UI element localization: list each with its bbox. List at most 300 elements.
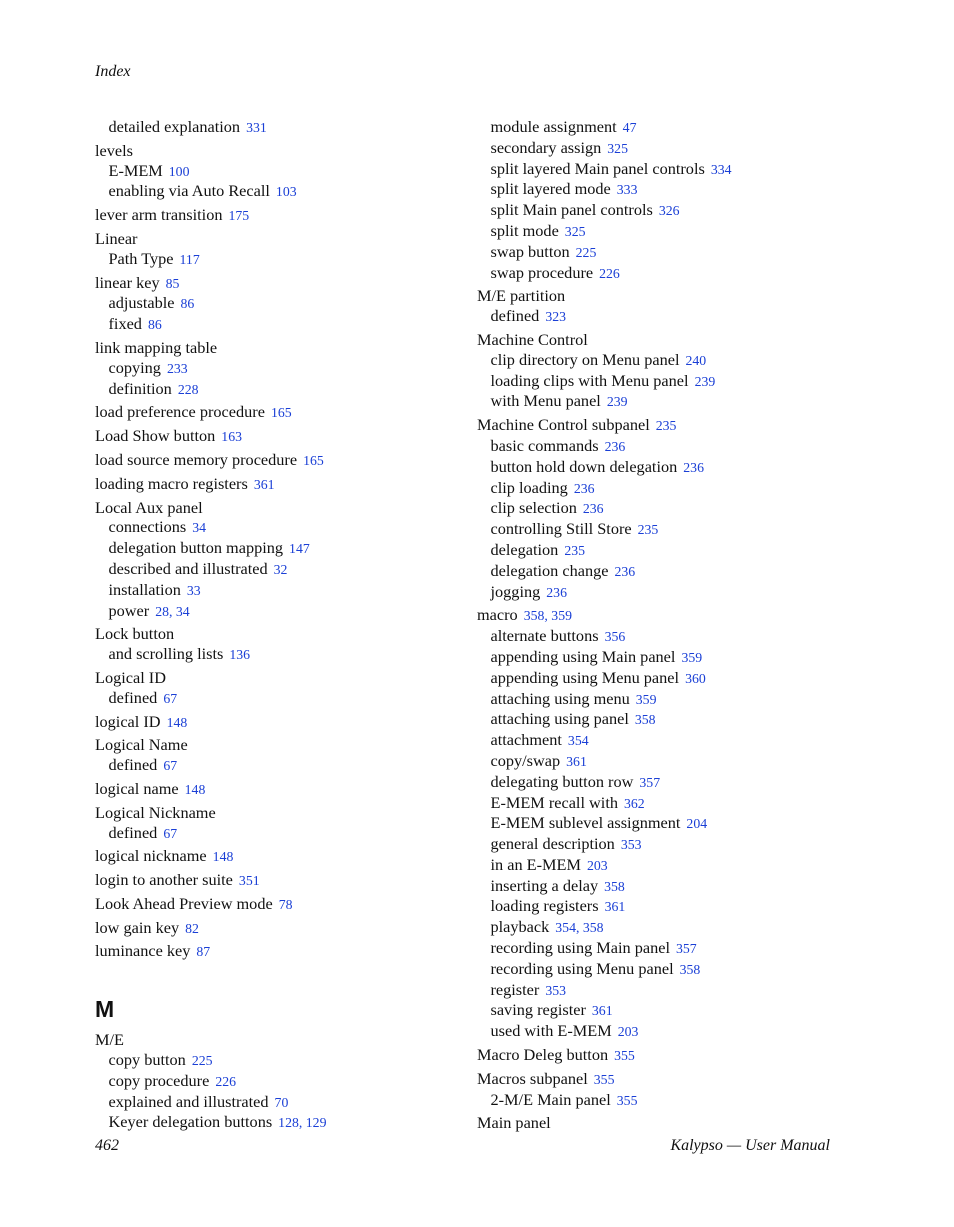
- page-references: [604, 879, 625, 894]
- page-link[interactable]: 148: [184, 781, 206, 797]
- page-link[interactable]: 148: [212, 849, 234, 865]
- page-link[interactable]: 326: [658, 203, 680, 219]
- page-references: [565, 224, 586, 239]
- page-references: [545, 983, 566, 998]
- page-link[interactable]: 86: [147, 317, 162, 333]
- index-subentry-term: general description: [490, 834, 615, 854]
- page-references: [605, 629, 626, 644]
- page-link[interactable]: 361: [604, 899, 626, 915]
- index-subentry: [477, 689, 847, 710]
- page-references: [180, 252, 200, 267]
- page-references: [638, 522, 659, 537]
- page-references: [278, 1115, 326, 1130]
- page-references: [636, 692, 657, 707]
- index-subentry: [477, 834, 847, 855]
- page-references: [574, 481, 595, 496]
- page-link[interactable]: 356: [604, 629, 626, 645]
- index-term: [95, 474, 465, 495]
- index-term-term: load source memory procedure: [95, 449, 298, 469]
- page-references: [583, 501, 604, 516]
- page-link[interactable]: 323: [545, 309, 567, 325]
- page-link[interactable]: 361: [253, 476, 275, 492]
- index-subentry-term: appending using Main panel: [490, 646, 676, 666]
- page-references: [163, 758, 177, 773]
- page-link[interactable]: 165: [270, 405, 292, 421]
- index-term: [95, 1030, 465, 1050]
- page-link[interactable]: 148: [166, 714, 188, 730]
- index-subentry: [95, 1112, 465, 1133]
- index-subentry: [477, 793, 847, 814]
- index-subentry: [477, 350, 847, 371]
- page-link[interactable]: 240: [685, 352, 707, 368]
- page-references: [618, 1024, 639, 1039]
- page-link[interactable]: 70: [274, 1094, 289, 1110]
- index-subentry: [477, 540, 847, 561]
- index-term-term: Linear: [95, 228, 138, 248]
- index-subentry: [477, 263, 847, 284]
- index-subentry-term: swap procedure: [490, 262, 594, 282]
- index-subentry: [477, 221, 847, 242]
- page-link[interactable]: 136: [229, 647, 251, 663]
- page-references: [614, 564, 635, 579]
- index-subentry-term: 2-M/E Main panel: [490, 1089, 611, 1109]
- index-term-term: macro: [477, 605, 518, 625]
- index-entry: [477, 415, 847, 602]
- index-entry: [95, 668, 465, 709]
- index-term: [95, 668, 465, 688]
- page-references: [599, 266, 620, 281]
- index-term: [95, 338, 465, 358]
- index-term-term: Machine Control: [477, 329, 588, 349]
- index-subentry-term: in an E-MEM: [490, 854, 581, 874]
- section-letter: M: [95, 996, 115, 1023]
- index-subentry: [477, 980, 847, 1001]
- index-subentry-term: split layered Main panel controls: [490, 158, 705, 178]
- index-subentry: [95, 181, 465, 202]
- page-link[interactable]: 225: [575, 244, 597, 260]
- index-entry: [95, 894, 465, 915]
- page-link[interactable]: 228: [177, 381, 199, 397]
- index-subentry: [477, 709, 847, 730]
- page-references: [594, 1072, 615, 1087]
- page-link[interactable]: 357: [639, 774, 661, 790]
- index-term: [95, 918, 465, 939]
- index-entry: [95, 735, 465, 776]
- page-link[interactable]: 361: [566, 753, 587, 769]
- page-link[interactable]: 117: [179, 251, 200, 267]
- page-link[interactable]: 82: [185, 920, 199, 936]
- page-link[interactable]: 236: [614, 563, 636, 579]
- index-term: [477, 286, 847, 306]
- page-link[interactable]: 103: [275, 184, 297, 200]
- page-references: [254, 477, 275, 492]
- page-references: [163, 691, 177, 706]
- index-entry: [95, 474, 465, 495]
- page-references: [239, 873, 260, 888]
- page-link[interactable]: 239: [606, 394, 628, 410]
- page-references: [166, 276, 180, 291]
- page-references: [289, 541, 310, 556]
- index-term-term: login to another suite: [95, 870, 233, 890]
- index-entry: [477, 1045, 847, 1066]
- index-subentry-term: inserting a delay: [490, 875, 599, 895]
- page-references: [155, 604, 190, 619]
- index-subentry: [477, 1090, 847, 1111]
- index-term-term: M/E: [95, 1030, 124, 1050]
- index-subentry-term: split Main panel controls: [490, 200, 653, 220]
- index-subentry-term: defined: [490, 306, 540, 326]
- index-subentry: [95, 644, 465, 665]
- page-references: [607, 394, 628, 409]
- page-link[interactable]: 235: [655, 418, 677, 434]
- index-subentry: [477, 117, 847, 138]
- index-subentry-term: fixed: [108, 314, 142, 334]
- index-subentry: [477, 959, 847, 980]
- running-header: Index: [95, 63, 131, 80]
- index-subentry: [95, 517, 465, 538]
- page-link[interactable]: 358: [634, 712, 656, 728]
- index-subentry: [477, 1000, 847, 1021]
- page-link[interactable]: 34: [192, 520, 207, 536]
- index-subentry-term: loading clips with Menu panel: [490, 370, 689, 390]
- index-subentry-term: definition: [108, 378, 172, 398]
- index-term: [95, 402, 465, 423]
- index-subentry-term: power: [108, 600, 150, 620]
- index-subentry-term: clip directory on Menu panel: [490, 349, 680, 369]
- page-link[interactable]: 353: [620, 837, 642, 853]
- page-references: [614, 1048, 635, 1063]
- page-references: [167, 361, 188, 376]
- page-references: [686, 816, 707, 831]
- index-entry: [95, 338, 465, 399]
- page-references: [229, 208, 250, 223]
- index-subentry-term: playback: [490, 917, 550, 937]
- page-link[interactable]: 204: [686, 816, 708, 832]
- index-subentry-term: with Menu panel: [490, 391, 601, 411]
- index-subentry: [95, 379, 465, 400]
- index-entry: [95, 918, 465, 939]
- page-references: [685, 671, 706, 686]
- index-subentry-term: used with E-MEM: [490, 1021, 612, 1041]
- index-subentry-term: attachment: [490, 730, 562, 750]
- page-references: [587, 858, 608, 873]
- index-term: [95, 803, 465, 823]
- page-link[interactable]: 67: [163, 690, 178, 706]
- page-link[interactable]: 358: [679, 961, 701, 977]
- page-references: [229, 647, 250, 662]
- index-subentry-term: controlling Still Store: [490, 519, 632, 539]
- page-references: [605, 439, 626, 454]
- index-entry: [95, 426, 465, 447]
- index-subentry: [477, 159, 847, 180]
- index-subentry: [477, 917, 847, 938]
- page-link[interactable]: 359: [681, 649, 703, 665]
- index-term-term: Look Ahead Preview mode: [95, 893, 273, 913]
- page-references: [566, 754, 587, 769]
- page-link[interactable]: 355: [616, 1092, 638, 1108]
- index-subentry: [477, 306, 847, 327]
- page-link[interactable]: 359: [635, 691, 657, 707]
- index-subentry-term: recording using Menu panel: [490, 958, 674, 978]
- index-subentry: [477, 179, 847, 200]
- index-entry: [95, 498, 465, 622]
- page-link[interactable]: 355: [593, 1071, 615, 1087]
- page-link[interactable]: 78: [278, 896, 293, 912]
- index-subentry: [95, 249, 465, 270]
- page-link[interactable]: 358: [582, 920, 604, 936]
- index-subentry: [95, 755, 465, 776]
- index-subentry-term: E-MEM: [108, 160, 163, 180]
- index-subentry-term: copy/swap: [490, 750, 561, 770]
- index-subentry-term: clip selection: [490, 498, 577, 518]
- index-subentry-term: delegating button row: [490, 771, 634, 791]
- page-references: [192, 520, 206, 535]
- index-term: [95, 779, 465, 800]
- index-subentry: [95, 580, 465, 601]
- page-link[interactable]: 28: [155, 603, 169, 619]
- index-term-term: lever arm transition: [95, 205, 223, 225]
- index-subentry: [477, 730, 847, 751]
- index-subentry: [477, 498, 847, 519]
- index-subentry: [95, 293, 465, 314]
- index-subentry-term: delegation: [490, 539, 559, 559]
- index-subentry: [95, 559, 465, 580]
- index-subentry-term: jogging: [490, 581, 541, 601]
- index-term-term: Logical Nickname: [95, 802, 216, 822]
- index-subentry-term: installation: [108, 579, 181, 599]
- index-entry: [95, 846, 465, 867]
- index-term-term: Lock button: [95, 624, 175, 644]
- page-link[interactable]: 236: [546, 584, 567, 600]
- index-term: [95, 426, 465, 447]
- index-term-term: luminance key: [95, 941, 191, 961]
- page-link[interactable]: 236: [582, 501, 604, 517]
- index-subentry-term: saving register: [490, 1000, 586, 1020]
- index-term: [477, 605, 847, 626]
- page-link[interactable]: 226: [215, 1073, 237, 1089]
- index-subentry-term: loading registers: [490, 896, 599, 916]
- page-references: [274, 562, 288, 577]
- index-term-term: load preference procedure: [95, 402, 265, 422]
- index-subentry: [477, 876, 847, 897]
- page-link[interactable]: 67: [163, 825, 178, 841]
- index-subentry-term: copying: [108, 357, 161, 377]
- page-references: [555, 920, 603, 935]
- index-entry: [95, 941, 465, 962]
- index-term-term: linear key: [95, 272, 160, 292]
- page-link[interactable]: 354: [567, 733, 589, 749]
- page-references: [592, 1003, 613, 1018]
- page-references: [181, 296, 195, 311]
- index-subentry-term: defined: [108, 687, 158, 707]
- index-subentry-term: split mode: [490, 220, 559, 240]
- index-term: [95, 450, 465, 471]
- page-link[interactable]: 236: [573, 480, 595, 496]
- index-subentry-term: defined: [108, 755, 158, 775]
- index-subentry-term: E-MEM sublevel assignment: [490, 813, 681, 833]
- index-entry: [477, 286, 847, 327]
- page-references: [617, 182, 638, 197]
- index-term-term: logical name: [95, 778, 179, 798]
- page-link[interactable]: 85: [165, 275, 180, 291]
- index-entry: [95, 624, 465, 665]
- page-link[interactable]: 239: [694, 373, 716, 389]
- page-references: [624, 796, 645, 811]
- index-subentry: [477, 561, 847, 582]
- index-subentry-term: swap button: [490, 241, 570, 261]
- index-entry: [95, 870, 465, 891]
- index-term: [95, 498, 465, 518]
- index-subentry-term: alternate buttons: [490, 626, 599, 646]
- page-references: [681, 650, 702, 665]
- index-subentry: [477, 519, 847, 540]
- index-term: [95, 141, 465, 161]
- page-link[interactable]: 233: [166, 360, 188, 376]
- index-term-term: Logical ID: [95, 667, 166, 687]
- page-link[interactable]: 87: [196, 944, 211, 960]
- index-entry: [95, 402, 465, 423]
- page-references: [167, 715, 188, 730]
- page-separator: ,: [575, 920, 583, 936]
- page-link[interactable]: 355: [614, 1048, 635, 1064]
- page-link[interactable]: 226: [599, 265, 620, 281]
- index-subentry: [477, 582, 847, 603]
- page-link[interactable]: 163: [221, 429, 242, 445]
- page-link[interactable]: 165: [303, 452, 324, 468]
- page-link[interactable]: 236: [683, 459, 704, 475]
- page-references: [635, 712, 656, 727]
- page-references: [623, 120, 637, 135]
- index-term-term: Macro Deleg button: [477, 1045, 609, 1065]
- page-references: [685, 353, 706, 368]
- index-entry: [477, 330, 847, 412]
- index-subentry: [477, 200, 847, 221]
- page-references: [187, 583, 201, 598]
- page-link[interactable]: 32: [273, 561, 288, 577]
- page-link[interactable]: 147: [289, 541, 310, 557]
- index-subentry: [95, 161, 465, 182]
- page-references: [607, 141, 628, 156]
- index-term: [95, 624, 465, 644]
- index-subentry: [477, 138, 847, 159]
- page-references: [213, 849, 234, 864]
- index-column-right: [477, 117, 847, 1136]
- index-subentry: [95, 688, 465, 709]
- index-subentry: [95, 117, 465, 138]
- page-link[interactable]: 325: [564, 223, 586, 239]
- page-references: [711, 162, 732, 177]
- page-link[interactable]: 128: [278, 1115, 299, 1131]
- page-references: [163, 826, 177, 841]
- index-entry: [95, 1030, 465, 1133]
- index-subentry-term: attaching using menu: [490, 688, 630, 708]
- index-term-term: loading macro registers: [95, 473, 248, 493]
- index-entry: [477, 117, 847, 283]
- index-term-term: Main panel: [477, 1113, 551, 1133]
- index-subentry-term: appending using Menu panel: [490, 667, 680, 687]
- page-references: [546, 585, 567, 600]
- index-subentry: [95, 823, 465, 844]
- manual-title: Kalypso — User Manual: [670, 1137, 830, 1154]
- page-references: [617, 1093, 638, 1108]
- index-subentry: [477, 855, 847, 876]
- index-subentry: [477, 751, 847, 772]
- page-link[interactable]: 331: [246, 120, 267, 135]
- page-references: [192, 1053, 213, 1068]
- page-link[interactable]: 351: [238, 873, 260, 889]
- index-term: [95, 229, 465, 249]
- page-link[interactable]: 100: [168, 163, 190, 179]
- page-link[interactable]: 360: [685, 670, 706, 686]
- index-subentry: [477, 626, 847, 647]
- page-link[interactable]: 203: [617, 1024, 639, 1040]
- page-references: [639, 775, 660, 790]
- index-subentry: [477, 647, 847, 668]
- page-references: [169, 164, 190, 179]
- page-references: [524, 608, 572, 623]
- page-link[interactable]: 235: [564, 542, 586, 558]
- page-references: [568, 733, 589, 748]
- page-link[interactable]: 359: [551, 608, 572, 624]
- page-link[interactable]: 325: [607, 140, 628, 156]
- page-link[interactable]: 86: [180, 296, 195, 312]
- index-subentry-term: split layered mode: [490, 179, 611, 199]
- index-entry: [95, 450, 465, 471]
- page-link[interactable]: 333: [616, 182, 638, 198]
- index-subentry-term: detailed explanation: [108, 117, 241, 136]
- index-subentry-term: button hold down delegation: [490, 456, 678, 476]
- page-link[interactable]: 357: [676, 941, 697, 957]
- index-entry: [95, 273, 465, 335]
- index-term-term: Machine Control subpanel: [477, 415, 650, 435]
- index-subentry: [477, 478, 847, 499]
- index-subentry-term: explained and illustrated: [108, 1091, 269, 1111]
- index-term: [95, 941, 465, 962]
- index-term-term: logical nickname: [95, 846, 207, 866]
- page-link[interactable]: 354: [555, 920, 576, 936]
- page-link[interactable]: 225: [191, 1053, 213, 1069]
- page-link[interactable]: 129: [305, 1115, 327, 1131]
- index-entry: [95, 229, 465, 270]
- page-link[interactable]: 235: [637, 522, 659, 538]
- index-subentry: [477, 242, 847, 263]
- page-link[interactable]: 33: [186, 582, 201, 598]
- index-subentry-term: defined: [108, 822, 158, 842]
- index-entry: [95, 141, 465, 202]
- page-link[interactable]: 34: [175, 603, 190, 619]
- index-subentry: [477, 938, 847, 959]
- page-link[interactable]: 358: [604, 878, 625, 894]
- page-link[interactable]: 334: [710, 161, 732, 177]
- page-link[interactable]: 203: [586, 857, 608, 873]
- page-link[interactable]: 47: [622, 120, 637, 135]
- page-link[interactable]: 353: [545, 982, 567, 998]
- page-link[interactable]: 361: [591, 1003, 613, 1019]
- index-subentry-term: Keyer delegation buttons: [108, 1112, 273, 1132]
- page-link[interactable]: 358: [523, 608, 545, 624]
- page-references: [656, 418, 677, 433]
- index-subentry: [477, 457, 847, 478]
- index-term: [95, 735, 465, 755]
- page-link[interactable]: 236: [604, 438, 626, 454]
- page-link[interactable]: 67: [163, 758, 178, 774]
- index-term-term: Logical Name: [95, 735, 188, 755]
- page-references: [621, 837, 642, 852]
- index-term-term: levels: [95, 140, 133, 160]
- page-link[interactable]: 175: [228, 208, 250, 224]
- page-link[interactable]: 362: [624, 795, 645, 811]
- index-subentry: [95, 601, 465, 622]
